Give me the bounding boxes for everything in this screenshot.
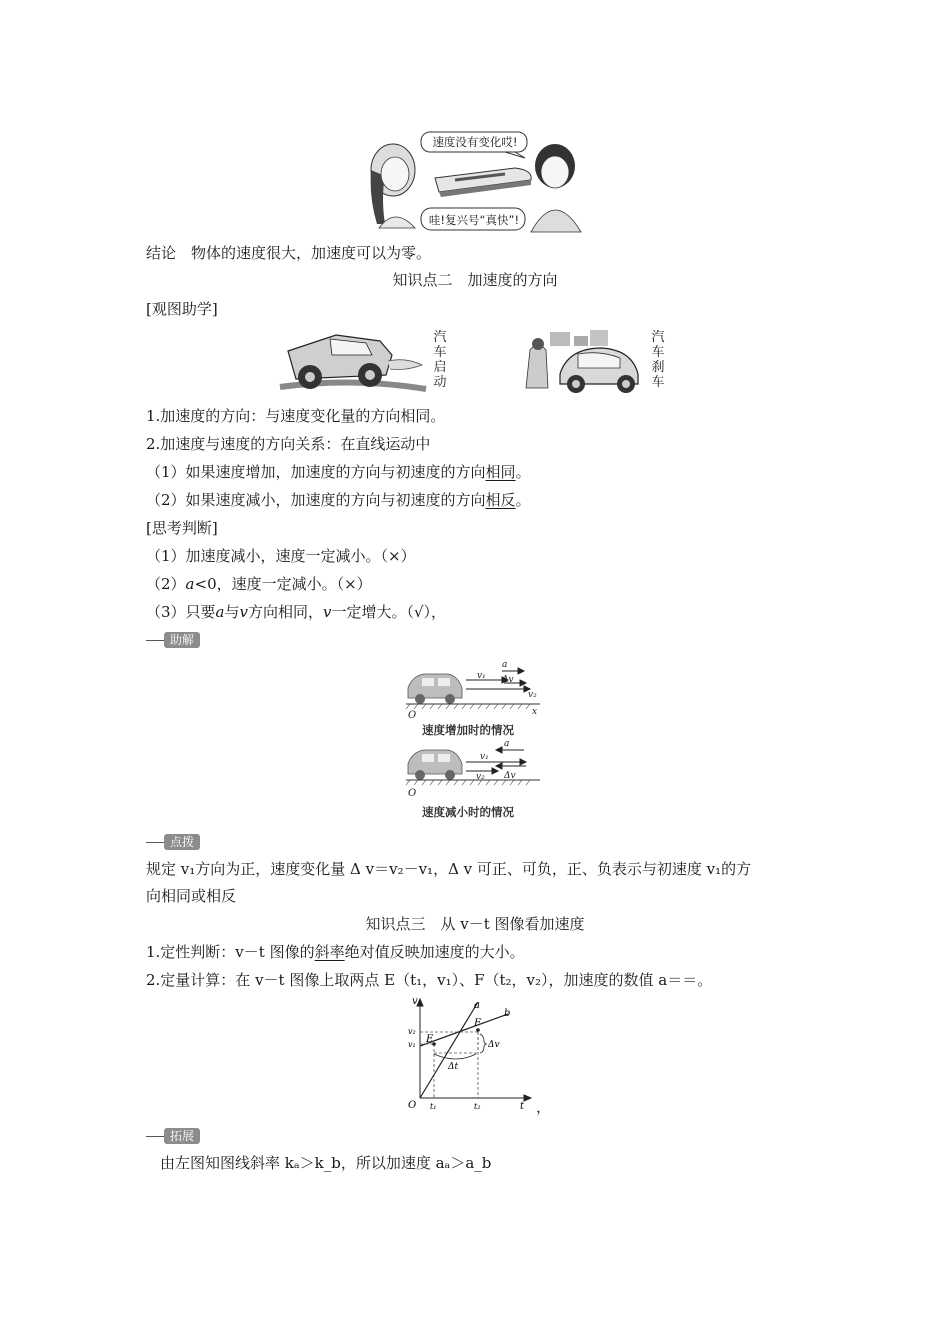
text: （2）如果速度减小，加速度的方向与初速度的方向 <box>146 491 486 509</box>
answer-opposite: 相反 <box>485 491 516 509</box>
label-dv-up: Δv <box>502 675 514 685</box>
car-brake-image <box>520 330 646 394</box>
text: 。 <box>515 463 531 481</box>
label-O-down: O <box>408 788 417 799</box>
text: 1.定性判断：v－t 图像的 <box>146 943 315 961</box>
tip-line-1: 规定 v₁方向为正，速度变化量 Δ v＝v₂－v₁，Δ v 可正、可负，正、负表示与初速度 v₁的方 <box>146 860 752 878</box>
caption-speed-decrease: 速度减小时的情况 <box>422 805 514 819</box>
point-F: F <box>474 1018 481 1029</box>
label-x: x <box>532 707 538 717</box>
origin-O: O <box>408 1100 417 1111</box>
text: <0，速度一定减小。（×） <box>194 575 372 593</box>
symbol-a: a <box>215 603 225 621</box>
text: （2） <box>146 575 186 593</box>
vt-quantitative: 2.定量计算：在 v－t 图像上取两点 E（t₁，v₁）、F（t₂，v₂），加速度的数值 a＝＝。 <box>146 971 713 989</box>
tag-tip <box>146 834 200 850</box>
judgment-3 <box>146 602 446 622</box>
tick-t1: t₁ <box>430 1102 437 1111</box>
tip-line-2: 向相同或相反 <box>146 887 237 905</box>
caption-char: 汽 <box>651 330 665 345</box>
judgment-2 <box>146 574 372 594</box>
label-v1-up: v₁ <box>477 671 486 681</box>
car-brake-caption <box>651 330 665 390</box>
car-start-image <box>276 327 428 395</box>
answer-same: 相同 <box>485 463 516 481</box>
point-E: E <box>426 1034 434 1045</box>
speech-bubble-top: 速度没有变化哎! <box>432 135 518 149</box>
graph-comma: ， <box>536 1098 552 1116</box>
tag-label: 点拨 <box>164 834 200 850</box>
item-acc-velocity-relation: 2.加速度与速度的方向关系：在直线运动中 <box>146 435 431 453</box>
item-speed-increase <box>146 462 531 482</box>
vt-qualitative <box>146 942 525 962</box>
extension-text: 由左图知图线斜率 kₐ＞k_b，所以加速度 aₐ＞a_b <box>160 1154 492 1172</box>
axis-label-v: v <box>412 996 418 1007</box>
symbol-a: a <box>185 575 195 593</box>
tag-dash <box>146 1136 164 1137</box>
label-delta-t: Δt <box>448 1062 459 1072</box>
label-O-up: O <box>408 710 417 721</box>
caption-char: 汽 <box>433 330 447 345</box>
cartoon-illustration <box>355 128 590 234</box>
tick-v2: v₂ <box>408 1027 416 1036</box>
section2-title: 知识点二 加速度的方向 <box>392 271 558 289</box>
item-acc-direction: 1.加速度的方向：与速度变化量的方向相同。 <box>146 407 446 425</box>
label-a-down: a <box>504 739 510 749</box>
text: （1）如果速度增加，加速度的方向与初速度的方向 <box>146 463 486 481</box>
speech-bubble-bottom: 哇!复兴号“真快”! <box>428 213 520 227</box>
label-v1-down: v₁ <box>480 752 489 762</box>
text: （3）只要 <box>146 603 216 621</box>
text: 。 <box>515 491 531 509</box>
tick-t2: t₂ <box>474 1102 481 1111</box>
tag-label: 拓展 <box>164 1128 200 1144</box>
line-label-a: a <box>474 1000 480 1011</box>
tag-extension <box>146 1128 200 1144</box>
caption-char: 车 <box>651 345 665 360</box>
axis-label-t: t <box>520 1101 525 1112</box>
text: 一定增大。（√）， <box>331 603 447 621</box>
text: 绝对值反映加速度的大小。 <box>344 943 525 961</box>
vt-graph <box>404 996 536 1116</box>
tag-dash <box>146 842 164 843</box>
think-label: [思考判断] <box>146 519 218 537</box>
label-delta-v: Δv <box>488 1040 500 1050</box>
label-a-up: a <box>502 660 508 670</box>
label-v2-up: v₂ <box>528 690 537 700</box>
caption-char: 启 <box>433 360 447 375</box>
conclusion-text <box>146 243 431 263</box>
item-speed-decrease <box>146 490 531 510</box>
judgment-1: （1）加速度减小，速度一定减小。（×） <box>146 547 416 565</box>
label-v2-down: v₂ <box>476 772 485 782</box>
text: 方向相同， <box>248 603 324 621</box>
velocity-diagrams <box>404 658 548 822</box>
text: 与 <box>224 603 240 621</box>
section3-title: 知识点三 从 v－t 图像看加速度 <box>365 915 585 933</box>
conclusion: 结论 物体的速度很大，加速度可以为零。 <box>146 244 432 262</box>
tag-label: 助解 <box>164 632 200 648</box>
caption-char: 车 <box>651 375 665 390</box>
symbol-v: v <box>239 603 248 621</box>
caption-speed-increase: 速度增加时的情况 <box>422 723 514 737</box>
caption-char: 车 <box>433 345 447 360</box>
observe-label: [观图助学] <box>146 300 218 318</box>
tick-v1: v₁ <box>408 1040 416 1049</box>
tag-help <box>146 632 200 648</box>
caption-char: 刹 <box>651 360 665 375</box>
caption-char: 动 <box>433 375 447 390</box>
car-start-caption <box>433 330 447 390</box>
symbol-v: v <box>323 603 332 621</box>
label-dv-down: Δv <box>504 771 516 781</box>
answer-slope: 斜率 <box>314 943 345 961</box>
tag-dash <box>146 640 164 641</box>
line-label-b: b <box>504 1008 511 1019</box>
